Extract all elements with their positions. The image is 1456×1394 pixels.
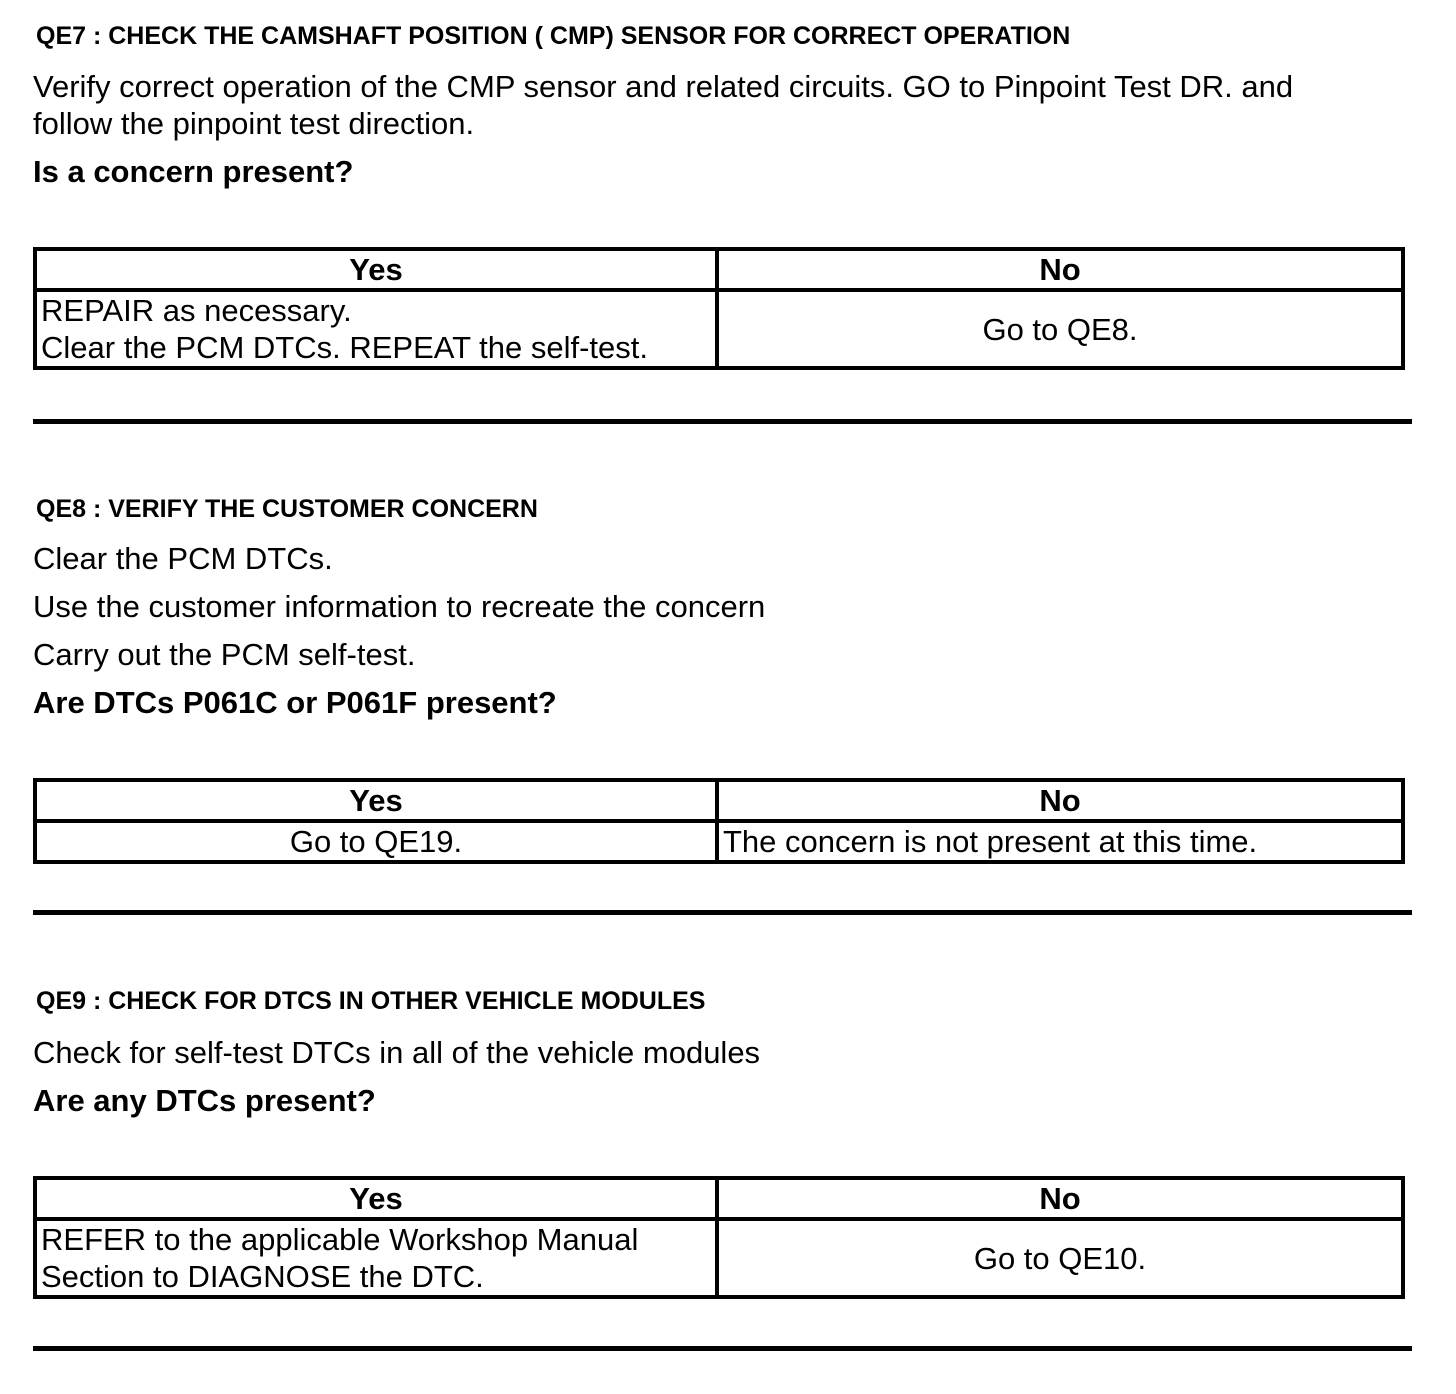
no-line: The concern is not present at this time. xyxy=(723,824,1258,859)
step-qe9-result-table xyxy=(33,1176,1405,1299)
step-qe7-title: QE7 : CHECK THE CAMSHAFT POSITION ( CMP) SENSOR FOR CORRECT OPERATION xyxy=(36,22,1071,50)
table-row xyxy=(35,1219,1403,1297)
no-line: Go to QE10. xyxy=(973,1240,1147,1276)
yes-cell xyxy=(35,290,717,368)
step-qe8-instruction-3: Carry out the PCM self-test. xyxy=(33,637,416,672)
no-cell xyxy=(717,821,1403,862)
no-header: No xyxy=(717,249,1403,290)
table-row xyxy=(35,290,1403,368)
step-qe9-title: QE9 : CHECK FOR DTCS IN OTHER VEHICLE MODULES xyxy=(36,987,706,1015)
yes-line: REPAIR as necessary. xyxy=(41,293,352,328)
section-divider xyxy=(33,1346,1412,1351)
step-qe8-title: QE8 : VERIFY THE CUSTOMER CONCERN xyxy=(36,495,538,523)
step-qe9-instruction-1: Check for self-test DTCs in all of the vehicle modules xyxy=(33,1035,761,1070)
yes-cell xyxy=(35,1219,717,1297)
step-qe8-result-table xyxy=(33,778,1405,864)
table-header-row xyxy=(35,1178,1403,1219)
step-qe7-instruction-1: Verify correct operation of the CMP sensor and related circuits. GO to Pinpoint Test DR. and xyxy=(33,69,1294,104)
yes-header: Yes xyxy=(35,780,717,821)
step-qe8-question: Are DTCs P061C or P061F present? xyxy=(33,685,557,720)
no-line: Go to QE8. xyxy=(982,311,1138,347)
table-header-row xyxy=(35,780,1403,821)
yes-line: Section to DIAGNOSE the DTC. xyxy=(41,1259,484,1294)
no-cell xyxy=(717,290,1403,368)
section-divider xyxy=(33,419,1412,424)
table-row xyxy=(35,821,1403,862)
step-qe8-instruction-2: Use the customer information to recreate the concern xyxy=(33,589,766,624)
yes-header: Yes xyxy=(35,1178,717,1219)
step-qe7-question: Is a concern present? xyxy=(33,154,354,189)
step-qe8-instruction-1: Clear the PCM DTCs. xyxy=(33,541,333,576)
step-qe9-question: Are any DTCs present? xyxy=(33,1083,376,1118)
yes-header: Yes xyxy=(35,249,717,290)
section-divider xyxy=(33,910,1412,915)
step-qe7-result-table xyxy=(33,247,1405,370)
step-qe7-instruction-2: follow the pinpoint test direction. xyxy=(33,106,475,141)
no-cell xyxy=(717,1219,1403,1297)
yes-cell xyxy=(35,821,717,862)
no-header: No xyxy=(717,1178,1403,1219)
table-header-row xyxy=(35,249,1403,290)
no-header: No xyxy=(717,780,1403,821)
yes-line: Clear the PCM DTCs. REPEAT the self-test. xyxy=(41,330,648,365)
yes-line: Go to QE19. xyxy=(289,824,463,859)
yes-line: REFER to the applicable Workshop Manual xyxy=(41,1222,639,1257)
